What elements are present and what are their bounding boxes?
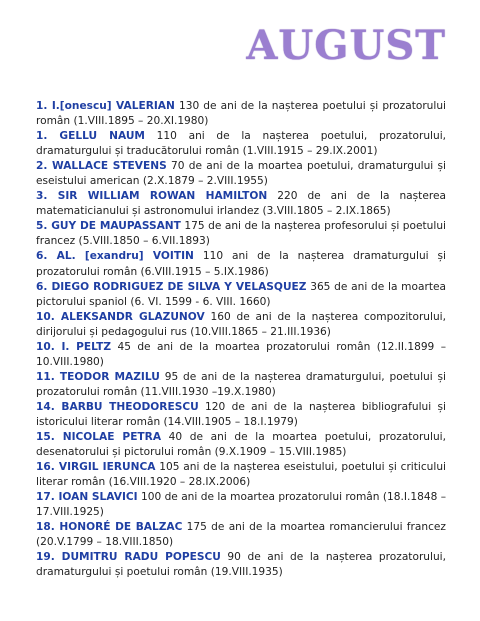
- list-item: [36, 310, 446, 340]
- list-item: [36, 490, 446, 520]
- entry-text: 40 de ani de la moartea poetului, prozatorului, desenatorului și pictorului român (9.X.1909 – 15.VIII.1985): [36, 431, 446, 459]
- entry-heading: 17. IOAN SLAVICI: [36, 491, 138, 504]
- entry-heading: 1. I.[onescu] VALERIAN: [36, 100, 175, 112]
- list-item: [36, 159, 446, 189]
- entry-text: 160 de ani de la nașterea compozitorului, dirijorului și pedagogului rus (10.VIII.1865 – 21.III.1936): [36, 310, 446, 338]
- entry-heading: 10. I. PELTZ: [36, 340, 112, 353]
- entry-heading: 5. GUY DE MAUPASSANT: [36, 220, 181, 233]
- entry-heading: 1. GELLU NAUM: [36, 130, 145, 143]
- entry-text: 100 de ani de la moartea prozatorului român (18.I.1848 – 17.VIII.1925): [36, 491, 446, 519]
- list-item: [36, 189, 446, 219]
- entry-text: 175 de ani de la moartea romancierului francez (20.V.1799 – 18.VIII.1850): [36, 521, 446, 549]
- entry-heading: 14. BARBU THEODORESCU: [36, 400, 199, 413]
- entry-heading: 10. ALEKSANDR GLAZUNOV: [36, 310, 205, 323]
- entry-heading: 2. WALLACE STEVENS: [36, 160, 167, 173]
- entry-heading: 11. TEODOR MAZILU: [36, 370, 160, 383]
- entry-text: 120 de ani de la nașterea bibliografului și istoricului literar român (14.VIII.1905 – 18.I.1979): [36, 400, 446, 428]
- list-item: [36, 370, 446, 400]
- entry-text: 105 ani de la nașterea eseistului, poetului și criticului literar român (16.VIII.1920 – 28.IX.2006): [36, 461, 446, 489]
- list-item: [36, 280, 446, 310]
- list-item: [36, 520, 446, 550]
- list-item: [36, 219, 446, 249]
- entry-text: 45 de ani de la moartea prozatorului român (12.II.1899 – 10.VIII.1980): [36, 340, 446, 368]
- entry-text: 110 ani de la nașterea poetului, prozatorului, dramaturgului și traducătorului român (1.VIII.1915 – 29.IX.2001): [36, 130, 447, 158]
- anniversary-list: [36, 99, 446, 581]
- entry-text: 70 de ani de la moartea poetului, dramaturgului și eseistului american (2.X.1879 – 2.VIII.1955): [36, 160, 446, 188]
- entry-heading: 19. DUMITRU RADU POPESCU: [36, 551, 221, 564]
- list-item: [36, 400, 446, 430]
- entry-heading: 3. SIR WILLIAM ROWAN HAMILTON: [36, 190, 268, 203]
- entry-text: 110 ani de la nașterea dramaturgului și prozatorului român (6.VIII.1915 – 5.IX.1986): [36, 250, 447, 278]
- list-item: [36, 430, 446, 460]
- entry-heading: 6. DIEGO RODRIGUEZ DE SILVA Y VELASQUEZ: [36, 280, 307, 293]
- list-item: [36, 460, 446, 490]
- entry-heading: 15. NICOLAE PETRA: [36, 431, 162, 444]
- entry-heading: 18. HONORÉ DE BALZAC: [36, 521, 183, 534]
- entry-text: 95 de ani de la nașterea dramaturgului, poetului și prozatorului român (11.VIII.1930 –19.X.1980): [36, 370, 446, 398]
- entry-heading: 6. AL. [exandru] VOITIN: [36, 250, 194, 263]
- entry-text: 365 de ani de la moartea pictorului spaniol (6. VI. 1599 - 6. VIII. 1660): [36, 280, 446, 308]
- list-item: [36, 99, 446, 129]
- entry-text: 90 de ani de la nașterea prozatorului, dramaturgului și poetului român (19.VIII.1935): [36, 551, 446, 579]
- entry-text: 175 de ani de la nașterea profesorului și poetului francez (5.VIII.1850 – 6.VII.1893): [36, 220, 446, 248]
- entry-text: 130 de ani de la nașterea poetului și prozatorului român (1.VIII.1895 – 20.XI.1980): [36, 100, 447, 128]
- entry-heading: 16. VIRGIL IERUNCA: [36, 461, 156, 474]
- list-item: [36, 249, 446, 279]
- page-title: AUGUST: [246, 22, 446, 69]
- list-item: [36, 129, 446, 159]
- entry-text: 220 de ani de la nașterea matematicianului și astronomului irlandez (3.VIII.1805 – 2.IX.1865): [36, 190, 446, 218]
- list-item: [36, 340, 446, 370]
- list-item: [36, 550, 446, 580]
